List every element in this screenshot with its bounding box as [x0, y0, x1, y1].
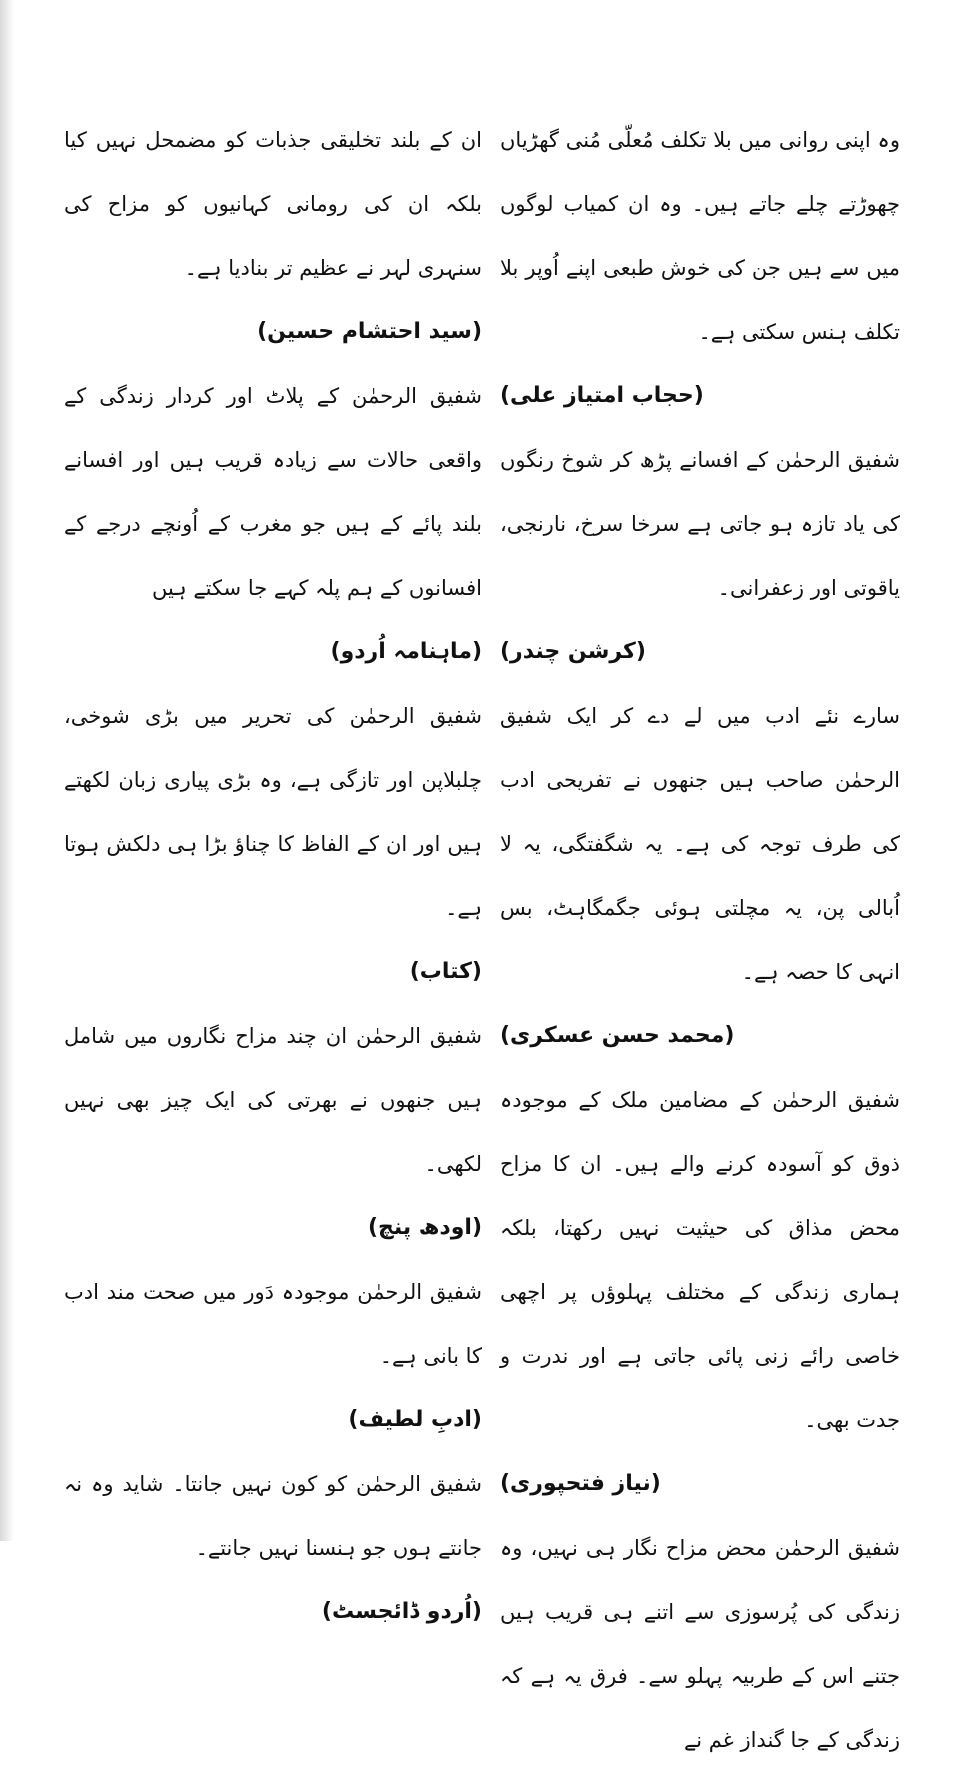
quote-text: شفیق الرحمٰن کو کون نہیں جانتا۔ شاید وہ نہ جانتے ہوں جو ہنسنا نہیں جانتے۔ — [64, 1472, 482, 1560]
page-edge-shadow — [0, 0, 14, 1541]
quote-author: (اودھ پنچ) — [368, 1215, 482, 1240]
quote-author: (ادبِ لطیف) — [348, 1407, 482, 1432]
quote-text: شفیق الرحمٰن ان چند مزاح نگاروں میں شامل ہیں جنھوں نے بھرتی کی ایک چیز بھی نہیں لکھی۔ — [64, 1024, 482, 1176]
quote-block — [500, 684, 900, 1068]
quote-block — [64, 684, 482, 1004]
quote-author: (نیاز فتحپوری) — [500, 1471, 661, 1496]
quote-block — [64, 1260, 482, 1452]
quote-text: شفیق الرحمٰن کے مضامین ملک کے موجودہ ذوق کو آسودہ کرنے والے ہیں۔ ان کا مزاح محض مذاق کی حیثیت نہیں رکھتا، بلکہ ہماری زندگی کے مختلف پہلوؤں پر اچھی خاصی رائے زنی پائی جاتی ہے اور ندرت و جدت بھی۔ — [500, 1088, 900, 1432]
quote-text: شفیق الرحمٰن کے پلاٹ اور کردار زندگی کے واقعی حالات سے زیادہ قریب ہیں اور افسانے بلند پائے کے ہیں جو مغرب کے اُونچے درجے کے افسانوں کے ہم پلہ کہے جا سکتے ہیں — [64, 384, 482, 600]
left-column — [64, 108, 482, 1644]
quote-text: ان کے بلند تخلیقی جذبات کو مضمحل نہیں کیا بلکہ ان کی رومانی کہانیوں کو مزاح کی سنہری لہر نے عظیم تر بنادیا ہے۔ — [64, 128, 482, 280]
quote-text: سارے نئے ادب میں لے دے کر ایک شفیق الرحمٰن صاحب ہیں جنھوں نے تفریحی ادب کی طرف توجہ کی ہے۔ یہ شگفتگی، یہ لا اُبالی پن، یہ مچلتی ہوئی جگمگاہٹ، بس انہی کا حصہ ہے۔ — [500, 704, 900, 984]
quote-author: (محمد حسن عسکری) — [500, 1023, 735, 1048]
quote-text: شفیق الرحمٰن کے افسانے پڑھ کر شوخ رنگوں کی یاد تازہ ہو جاتی ہے سرخا سرخ، نارنجی، یاقوتی اور زعفرانی۔ — [500, 448, 900, 600]
quote-text: شفیق الرحمٰن محض مزاح نگار ہی نہیں، وہ زندگی کی پُرسوزی سے اتنے ہی قریب ہیں جتنے اس کے طربیہ پہلو سے۔ فرق یہ ہے کہ زندگی کے جا گنداز غم نے — [500, 1536, 900, 1752]
quote-author: (سید احتشام حسین) — [257, 319, 482, 344]
quote-text: شفیق الرحمٰن کی تحریر میں بڑی شوخی، چلبلاپن اور تازگی ہے، وہ بڑی پیاری زبان لکھتے ہیں اور ان کے الفاظ کا چناؤ بڑا ہی دلکش ہوتا ہے۔ — [64, 704, 482, 920]
quote-text: شفیق الرحمٰن موجودہ دَور میں صحت مند ادب کا بانی ہے۔ — [64, 1280, 482, 1368]
quote-block — [500, 1516, 900, 1772]
quote-block — [64, 108, 482, 364]
quote-author: (کتاب) — [409, 959, 482, 984]
quote-author: (ماہنامہ اُردو) — [330, 639, 482, 664]
quote-text: وہ اپنی روانی میں بلا تکلف مُعلّی مُنی گھڑیاں چھوڑتے چلے جاتے ہیں۔ وہ ان کمیاب لوگوں میں سے ہیں جن کی خوش طبعی اپنے اُوپر بلا تکلف ہنس سکتی ہے۔ — [500, 128, 900, 344]
quote-author: (کرشن چندر) — [500, 639, 646, 664]
quote-block — [64, 364, 482, 684]
quote-block — [64, 1004, 482, 1260]
quote-block — [500, 428, 900, 684]
right-column — [500, 108, 900, 1772]
quote-block — [64, 1452, 482, 1644]
quote-block — [500, 108, 900, 428]
quote-author: (حجاب امتیاز علی) — [500, 383, 704, 408]
quote-block — [500, 1068, 900, 1516]
quote-author: (اُردو ڈائجسٹ) — [321, 1599, 482, 1624]
